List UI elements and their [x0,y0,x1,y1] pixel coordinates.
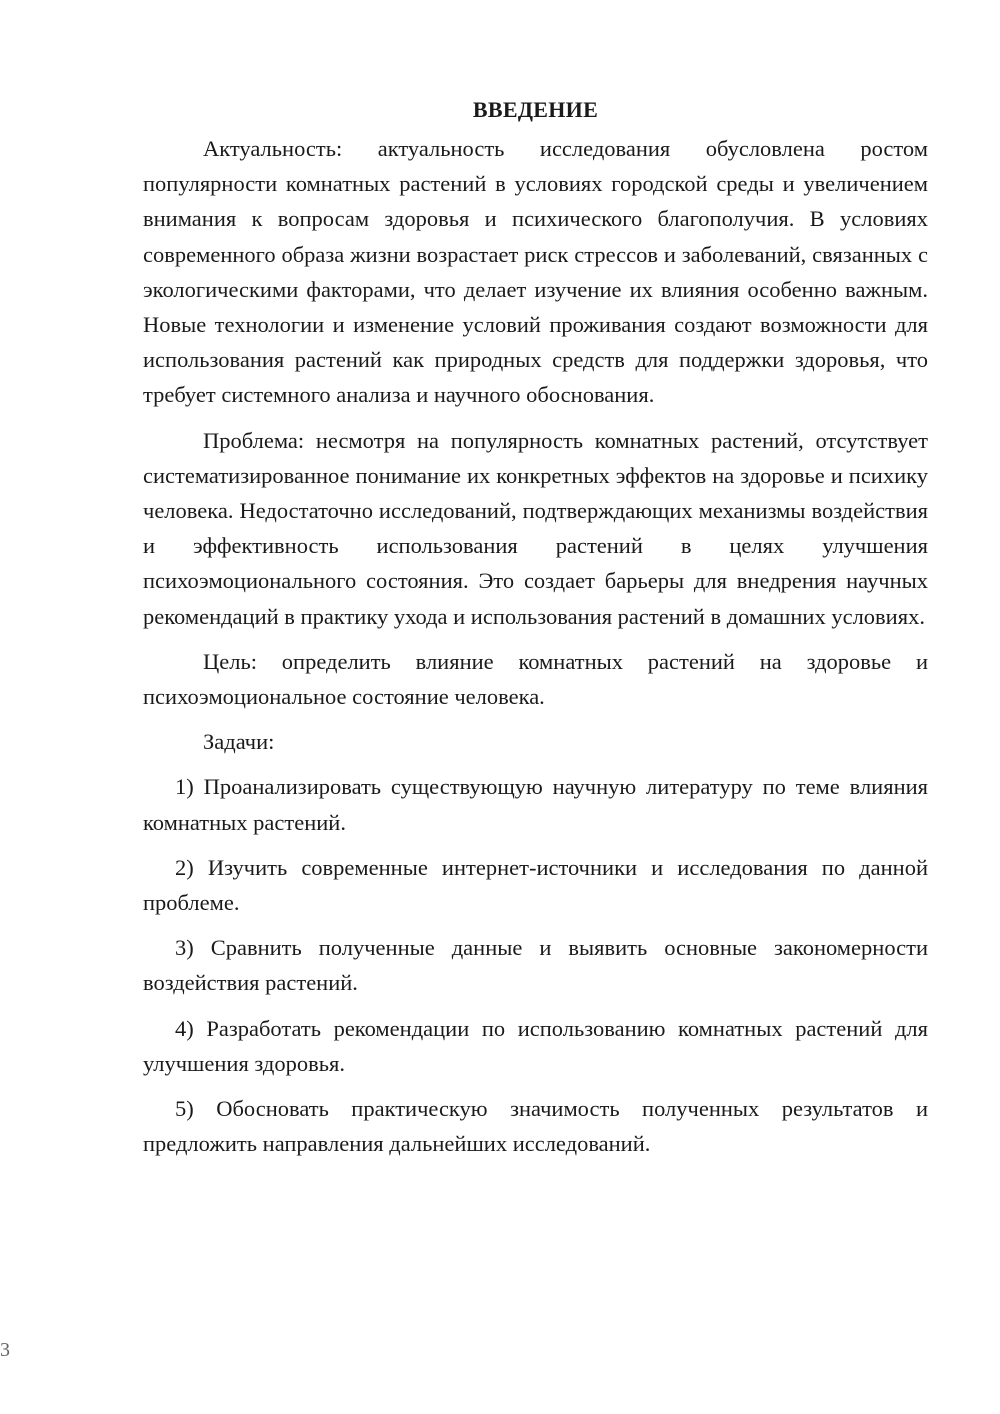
paragraph-problem: Проблема: несмотря на популярность комнатных растений, отсутствует систематизированное понимание их конкретных эффектов на здоровье и психику человека. Недостаточно исследований, подтверждающих механизмы воздействия и эффективность использования растений в целях улучшения психоэмоционального состояния. Это создает барьеры для внедрения научных рекомендаций в практику ухода и использования растений в домашних условиях. [143,427,928,629]
tasks-list [143,769,928,1161]
list-item: 1) Проанализировать существующую научную литературу по теме влияния комнатных растений. [143,774,928,835]
page-title: ВВЕДЕНИЕ [472,97,599,122]
tasks-heading: Задачи: [203,729,275,755]
document-page [143,90,928,1161]
paragraph-goal: Цель: определить влияние комнатных растений на здоровье и психоэмоциональное состояние человека. [143,648,928,710]
list-item: 5) Обосновать практическую значимость полученных результатов и предложить направления дальнейших исследований. [143,1096,928,1157]
list-item: 4) Разработать рекомендации по использованию комнатных растений для улучшения здоровья. [143,1015,928,1076]
list-item: 3) Сравнить полученные данные и выявить основные закономерности воздействия растений. [143,935,928,996]
page-number: 3 [0,1339,10,1361]
list-item: 2) Изучить современные интернет-источники и исследования по данной проблеме. [143,854,928,916]
paragraph-relevance: Актуальность: актуальность исследования обусловлена ростом популярности комнатных растений в условиях городской среды и увеличением внимания к вопросам здоровья и психического благополучия. В условиях современного образа жизни возрастает риск стрессов и заболеваний, связанных с экологическими факторами, что делает изучение их влияния особенно важным. Новые технологии и изменение условий проживания создают возможности для использования растений как природных средств для поддержки здоровья, что требует системного анализа и научного обоснования. [143,136,928,408]
